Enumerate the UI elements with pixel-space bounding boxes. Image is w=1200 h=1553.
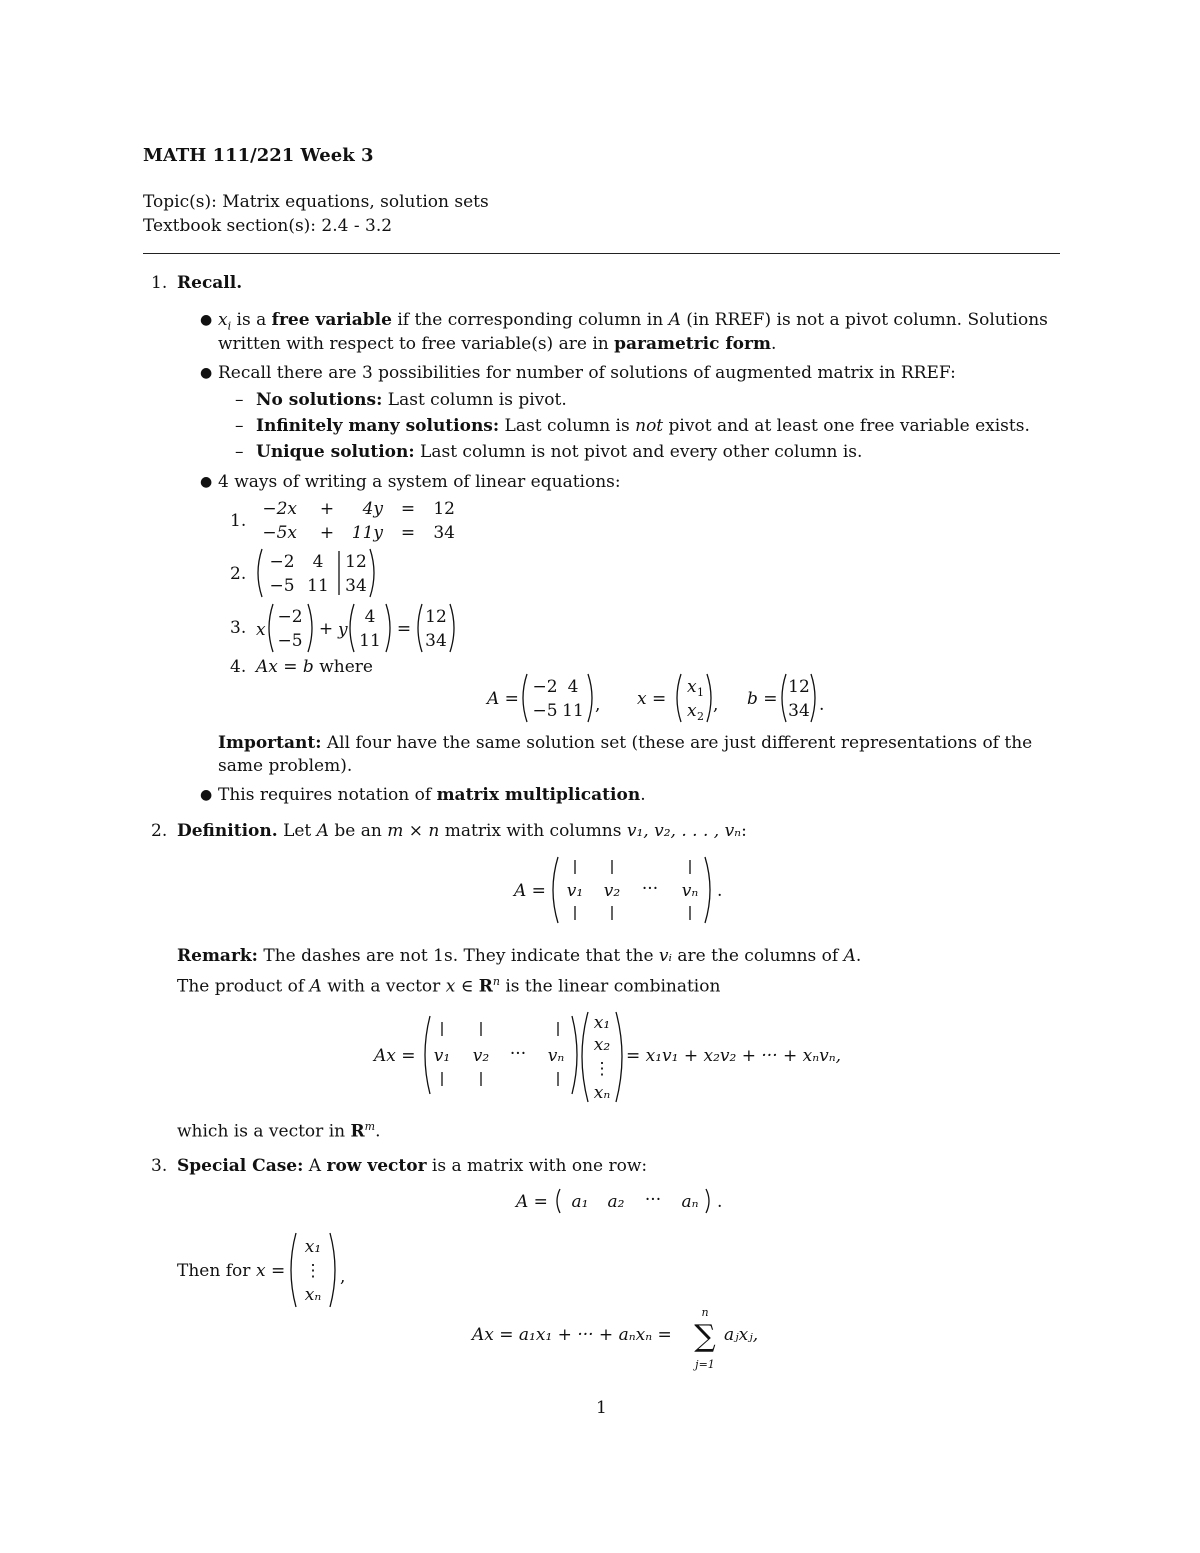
- matrix-vector-product: [372, 1010, 872, 1106]
- svg-text:=: =: [400, 499, 416, 519]
- svg-text:n: n: [701, 1306, 709, 1319]
- four-ways-text: 4 ways of writing a system of linear equations:: [218, 472, 621, 492]
- svg-text:4: 4: [567, 677, 579, 697]
- section-3-number: 3.: [151, 1156, 168, 1176]
- linear-system: [255, 496, 475, 546]
- unique-solution-item: Unique solution: Last column is not pivot and every other column is.: [256, 442, 863, 462]
- svg-text:−2: −2: [277, 607, 303, 627]
- svg-text:v₁: v₁: [566, 881, 584, 901]
- dash-icon: –: [235, 416, 244, 436]
- svg-text:aⱼxⱼ,: aⱼxⱼ,: [724, 1325, 759, 1345]
- svg-text:v₁: v₁: [433, 1046, 451, 1066]
- svg-text:−5: −5: [269, 576, 295, 596]
- svg-text:−2: −2: [532, 677, 558, 697]
- svg-text:A =: A =: [514, 881, 546, 901]
- sections-line: Textbook section(s): 2.4 - 3.2: [143, 216, 393, 236]
- ax-equals-b-text: Ax = b where: [256, 657, 373, 677]
- svg-text:x: x: [687, 677, 697, 697]
- which-is-vector-line: which is a vector in $R^m$.: [177, 1120, 381, 1142]
- svg-text:34: 34: [345, 576, 367, 596]
- svg-text:x =: x =: [637, 689, 667, 709]
- svg-text:xₙ: xₙ: [304, 1285, 322, 1305]
- svg-text:aₙ: aₙ: [681, 1192, 699, 1212]
- svg-text:11: 11: [359, 631, 381, 651]
- special-case-line: Special Case: A row vector is a matrix with one row:: [177, 1156, 648, 1176]
- svg-text:12: 12: [345, 552, 367, 572]
- bullet-icon: ●: [200, 312, 213, 328]
- matrix-multiplication-line: This requires notation of matrix multiplication.: [218, 785, 646, 805]
- svg-text:34: 34: [433, 523, 455, 543]
- important-line-2: same problem).: [218, 756, 353, 776]
- svg-text:A =: A =: [487, 689, 519, 709]
- svg-text:∑: ∑: [694, 1319, 716, 1354]
- free-variable-line-2: written with respect to free variable(s) are in parametric form.: [218, 334, 777, 354]
- definition-line: Definition. Let A be an m × n matrix with columns v₁, v₂, . . . , vₙ:: [177, 821, 747, 841]
- svg-text:.: .: [717, 1192, 723, 1212]
- svg-text:Ax = a₁x₁ + ··· + aₙxₙ =: Ax = a₁x₁ + ··· + aₙxₙ =: [472, 1325, 672, 1345]
- svg-text:4y: 4y: [362, 499, 383, 519]
- vector-equation: [252, 601, 462, 655]
- svg-text:⋮: ⋮: [593, 1059, 611, 1079]
- dash-icon: –: [235, 442, 244, 462]
- svg-text:= x₁v₁ + x₂v₂ + ··· + xₙvₙ,: = x₁v₁ + x₂v₂ + ··· + xₙvₙ,: [626, 1046, 842, 1066]
- svg-text:v₂: v₂: [603, 881, 621, 901]
- svg-text:···: ···: [644, 1190, 662, 1210]
- important-line-1: Important: All four have the same solution set (these are just different representations of the: [218, 733, 1033, 753]
- remark-line: Remark: The dashes are not 1s. They indicate that the vᵢ are the columns of A.: [177, 946, 862, 966]
- then-for-text: Then for: [177, 1261, 251, 1281]
- svg-text:vₙ: vₙ: [681, 881, 699, 901]
- svg-text:x =: x =: [256, 1261, 286, 1281]
- svg-text:−2x: −2x: [262, 499, 297, 519]
- svg-text:v₂: v₂: [472, 1046, 490, 1066]
- svg-text:−2: −2: [269, 552, 295, 572]
- svg-text:2: 2: [697, 710, 704, 723]
- bullet-icon: ●: [200, 474, 213, 490]
- svg-text:x₁: x₁: [304, 1237, 322, 1257]
- sum-formula: [470, 1302, 790, 1374]
- svg-text:.: .: [819, 695, 825, 715]
- svg-text:,: ,: [595, 695, 601, 715]
- svg-text:vₙ: vₙ: [547, 1046, 565, 1066]
- form-4-number: 4.: [230, 657, 247, 677]
- svg-text:⋮: ⋮: [304, 1261, 322, 1281]
- svg-text:+: +: [319, 523, 335, 543]
- section-1-title: Recall.: [177, 273, 243, 293]
- svg-text:1: 1: [697, 686, 704, 699]
- svg-text:11: 11: [562, 701, 584, 721]
- svg-text:4: 4: [364, 607, 376, 627]
- svg-text:−5: −5: [532, 701, 558, 721]
- infinitely-many-item: Infinitely many solutions: Last column is not pivot and at least one free variable exists.: [256, 416, 1030, 436]
- svg-text:12: 12: [425, 607, 447, 627]
- svg-text:+: +: [318, 619, 334, 639]
- svg-text:12: 12: [433, 499, 455, 519]
- matrix-definitions: [485, 671, 835, 725]
- bullet-icon: ●: [200, 365, 213, 381]
- column-vector-x: [254, 1230, 364, 1310]
- svg-text:a₁: a₁: [571, 1192, 589, 1212]
- svg-text:,: ,: [713, 695, 719, 715]
- free-variable-line-1: $x_i$ is a free variable if the corresponding column in A (in RREF) is not a pivot column. Solutions: [218, 310, 1048, 333]
- section-1-number: 1.: [151, 273, 168, 293]
- svg-text:,: ,: [340, 1267, 346, 1287]
- augmented-matrix: [252, 546, 382, 600]
- row-vector-A: [514, 1186, 729, 1216]
- no-solutions-item: No solutions: Last column is pivot.: [256, 390, 567, 410]
- svg-text:34: 34: [788, 701, 810, 721]
- svg-text:=: =: [396, 619, 412, 639]
- product-line: The product of A with a vector x ∈ $R^n$ is the linear combination: [177, 975, 721, 997]
- svg-text:11: 11: [307, 576, 329, 596]
- bullet-icon: ●: [200, 787, 213, 803]
- svg-text:x: x: [687, 701, 697, 721]
- topics-line: Topic(s): Matrix equations, solution sets: [143, 192, 489, 212]
- svg-text:11y: 11y: [351, 523, 383, 543]
- svg-text:34: 34: [425, 631, 447, 651]
- svg-text:4: 4: [312, 552, 324, 572]
- svg-text:x: x: [256, 620, 266, 640]
- svg-text:···: ···: [641, 879, 659, 899]
- header-divider: [143, 253, 1060, 254]
- svg-text:−5x: −5x: [262, 523, 297, 543]
- svg-text:Ax =: Ax =: [374, 1046, 416, 1066]
- page-title: MATH 111/221 Week 3: [143, 145, 374, 166]
- svg-text:x₂: x₂: [593, 1035, 611, 1055]
- svg-text:12: 12: [788, 677, 810, 697]
- svg-text:.: .: [717, 881, 723, 901]
- svg-text:A =: A =: [516, 1192, 548, 1212]
- possibilities-text: Recall there are 3 possibilities for number of solutions of augmented matrix in RREF:: [218, 363, 956, 383]
- svg-text:y: y: [338, 620, 348, 640]
- svg-text:a₂: a₂: [607, 1192, 625, 1212]
- svg-text:j=1: j=1: [695, 1358, 715, 1371]
- page-number: 1: [596, 1398, 607, 1418]
- svg-text:−5: −5: [277, 631, 303, 651]
- form-3-number: 3.: [230, 618, 247, 638]
- svg-text:x₁: x₁: [593, 1013, 611, 1033]
- svg-text:+: +: [319, 499, 335, 519]
- svg-text:=: =: [400, 523, 416, 543]
- column-matrix-A: [512, 854, 727, 926]
- svg-text:···: ···: [509, 1044, 527, 1064]
- dash-icon: –: [235, 390, 244, 410]
- section-2-number: 2.: [151, 821, 168, 841]
- form-1-number: 1.: [230, 511, 247, 531]
- svg-text:b =: b =: [747, 689, 778, 709]
- svg-text:xₙ: xₙ: [593, 1083, 611, 1103]
- form-2-number: 2.: [230, 564, 247, 584]
